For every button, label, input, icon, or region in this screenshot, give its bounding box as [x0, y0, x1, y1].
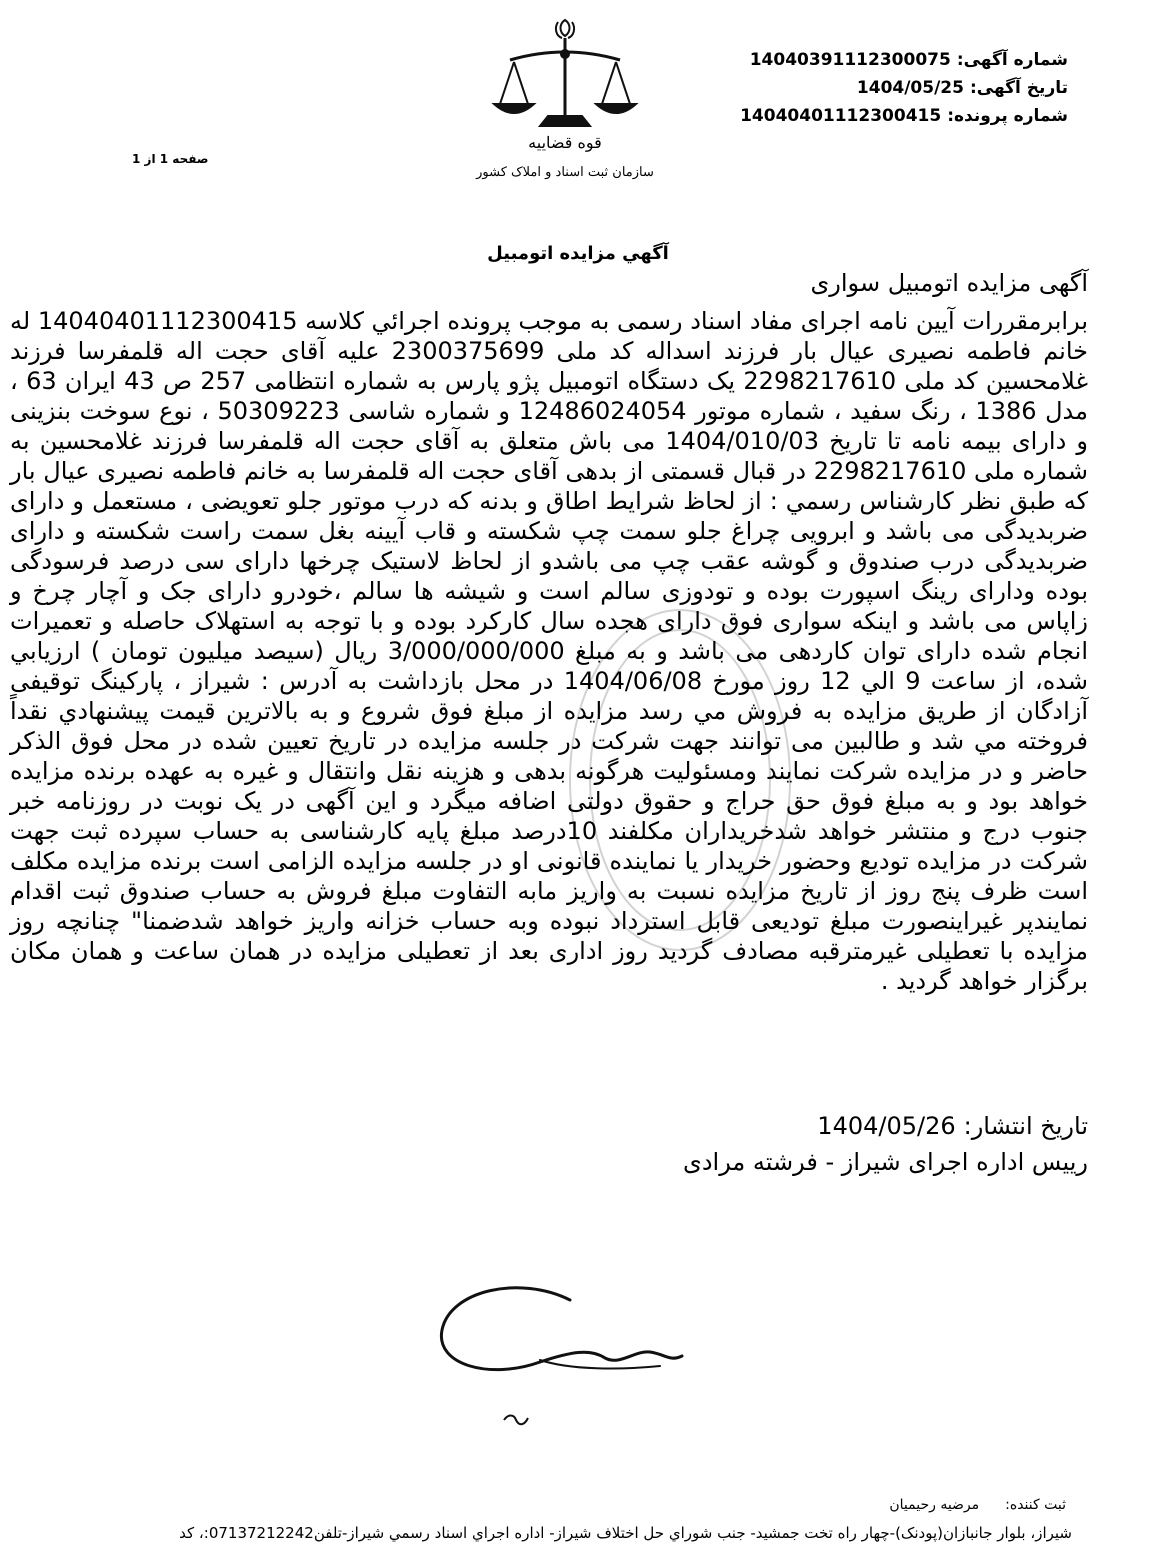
registrar-name: مرضیه رحیمیان: [889, 1497, 980, 1513]
registrar-label: ثبت کننده:: [1005, 1497, 1066, 1513]
notice-title: آگهي مزايده اتومبيل: [487, 243, 669, 264]
publication-date-label: تاریخ انتشار:: [963, 1112, 1088, 1140]
judiciary-emblem-icon: [470, 8, 660, 198]
signer-line: رییس اداره اجرای شیراز - فرشته مرادی: [683, 1148, 1088, 1176]
file-number-value: 14040401112300415: [740, 106, 942, 126]
notice-paragraph: برابرمقررات آیین نامه اجرای مفاد اسناد رسمی به موجب پرونده اجرائي كلاسه 14040401112300415 له خانم فاطمه نصیری عیال بار فرزند اسداله کد ملی 2300375699 علیه آقای حجت اله قلمفرسا فرزند غلامحسین کد ملی 2298217610 یک دستگاه اتومبیل پژو پارس به شماره انتظامی 257 ص 43 ایران 63 ، مدل 1386 ، رنگ سفید ، شماره موتور 12486024054 و شماره شاسی 50309223 ، نوع سوخت بنزینی و دارای بیمه نامه تا تاریخ 1404/010/03 می باش متعلق به آقای حجت اله قلمفرسا فرزند غلامحسین به شماره ملی 2298217610 در قبال قسمتی از بدهی آقای حجت اله قلمفرسا به خانم فاطمه نصیری عیال بار که طبق نظر کارشناس رسمي : از لحاظ شرایط اطاق و بدنه که درب موتور جلو تعویضی ، مستعمل و دارای ضربدیدگی می باشد و ابرویی چراغ جلو سمت چپ شکسته و قاب آیینه بغل سمت راست شکسته و دارای ضربدیدگی درب صندوق و گوشه عقب چپ می باشدو از لحاظ لاستیک چرخها دارای سی درصد فرسودگی بوده ودارای رینگ اسپورت بوده و تودوزی سالم است و شیشه ها سالم ،خودرو دارای جک و آچار چرخ و زاپاس می باشد و اینکه سواری فوق دارای هجده سال کارکرد بوده و با توجه به استهلاک حاصله و تعمیرات انجام شده دارای توان کاردهی می باشد و به مبلغ 3/000/000/000 ريال (سیصد میلیون تومان ) ارزيابي شده، از ساعت 9 الي 12 روز مورخ 1404/06/08 در محل بازداشت به آدرس : شیراز ، پارکینگ توقیفی آزادگان از طريق مزايده به فروش مي رسد مزايده از مبلغ فوق شروع و به بالاترين قيمت پيشنهادي نقداً فروخته مي شد و طالبين می توانند جهت شرکت در جلسه مزایده در تاریخ تعیین شده در محل فوق الذکر حاضر و در مزایده شرکت نمایند ومسئولیت هرگونه بدهی و هزینه نقل وانتقال و غیره به عهده برنده مزایده خواهد بود و به مبلغ فوق حق حراج و حقوق دولتی اضافه میگرد و این آگهی در یک نوبت در روزنامه خبر جنوب درج و منتشر خواهد شدخریداران مکلفند 10درصد مبلغ پایه کارشناسی به حساب سپرده ثبت جهت شرکت در مزایده تودیع وحضور خریدار یا نماینده قانونی او در جلسه مزایده الزامی است برنده مزایده مکلف است ظرف پنج روز از تاریخ مزایده نسبت به واریز مابه التفاوت مبلغ فروش به حساب صندوق ثبت اقدام نمایندپر غیراینصورت مبلغ تودیعی قابل استرداد نبوده وبه حساب خزانه واریز خواهد شدضمنا" چنانچه روز مزایده با تعطیلی غیرمترقبه مصادف گردید روز اداری بعد از تعطیلی مزایده در همان ساعت و همان مکان برگزار خواهد گردید .: [10, 307, 1089, 995]
notice-date-label: تاریخ آگهی:: [969, 78, 1068, 98]
publication-date: [817, 1112, 1088, 1140]
footer-address: شیراز، بلوار جانبازان(پودنک)-چهار راه تخت جمشید- جنب شوراي حل اختلاف شیراز- اداره اجراي اسناد رسمي شیراز-تلفن07137212242:، کد: [179, 1524, 1072, 1542]
registrar-line: [889, 1497, 1066, 1513]
file-number-label: شماره پرونده:: [947, 106, 1068, 126]
notice-number-value: 14040391112300075: [749, 50, 951, 70]
file-number-line: [648, 102, 1068, 130]
notice-body: [10, 268, 1088, 996]
notice-number-label: شماره آگهی:: [956, 50, 1068, 70]
signature-icon: [420, 1270, 700, 1440]
notice-date-value: 1404/05/25: [856, 78, 964, 98]
notice-meta: [648, 46, 1068, 130]
publication-date-value: 1404/05/26: [817, 1112, 956, 1140]
org-text: سازمان ثبت اسناد و املاک کشور: [476, 165, 654, 180]
notice-date-line: [648, 74, 1068, 102]
judiciary-text: قوه قضاییه: [528, 133, 602, 152]
notice-subtitle: آگهی مزایده اتومبیل سواری: [810, 269, 1088, 297]
page-indicator: صفحه 1 از 1: [132, 152, 209, 166]
notice-number-line: [648, 46, 1068, 74]
